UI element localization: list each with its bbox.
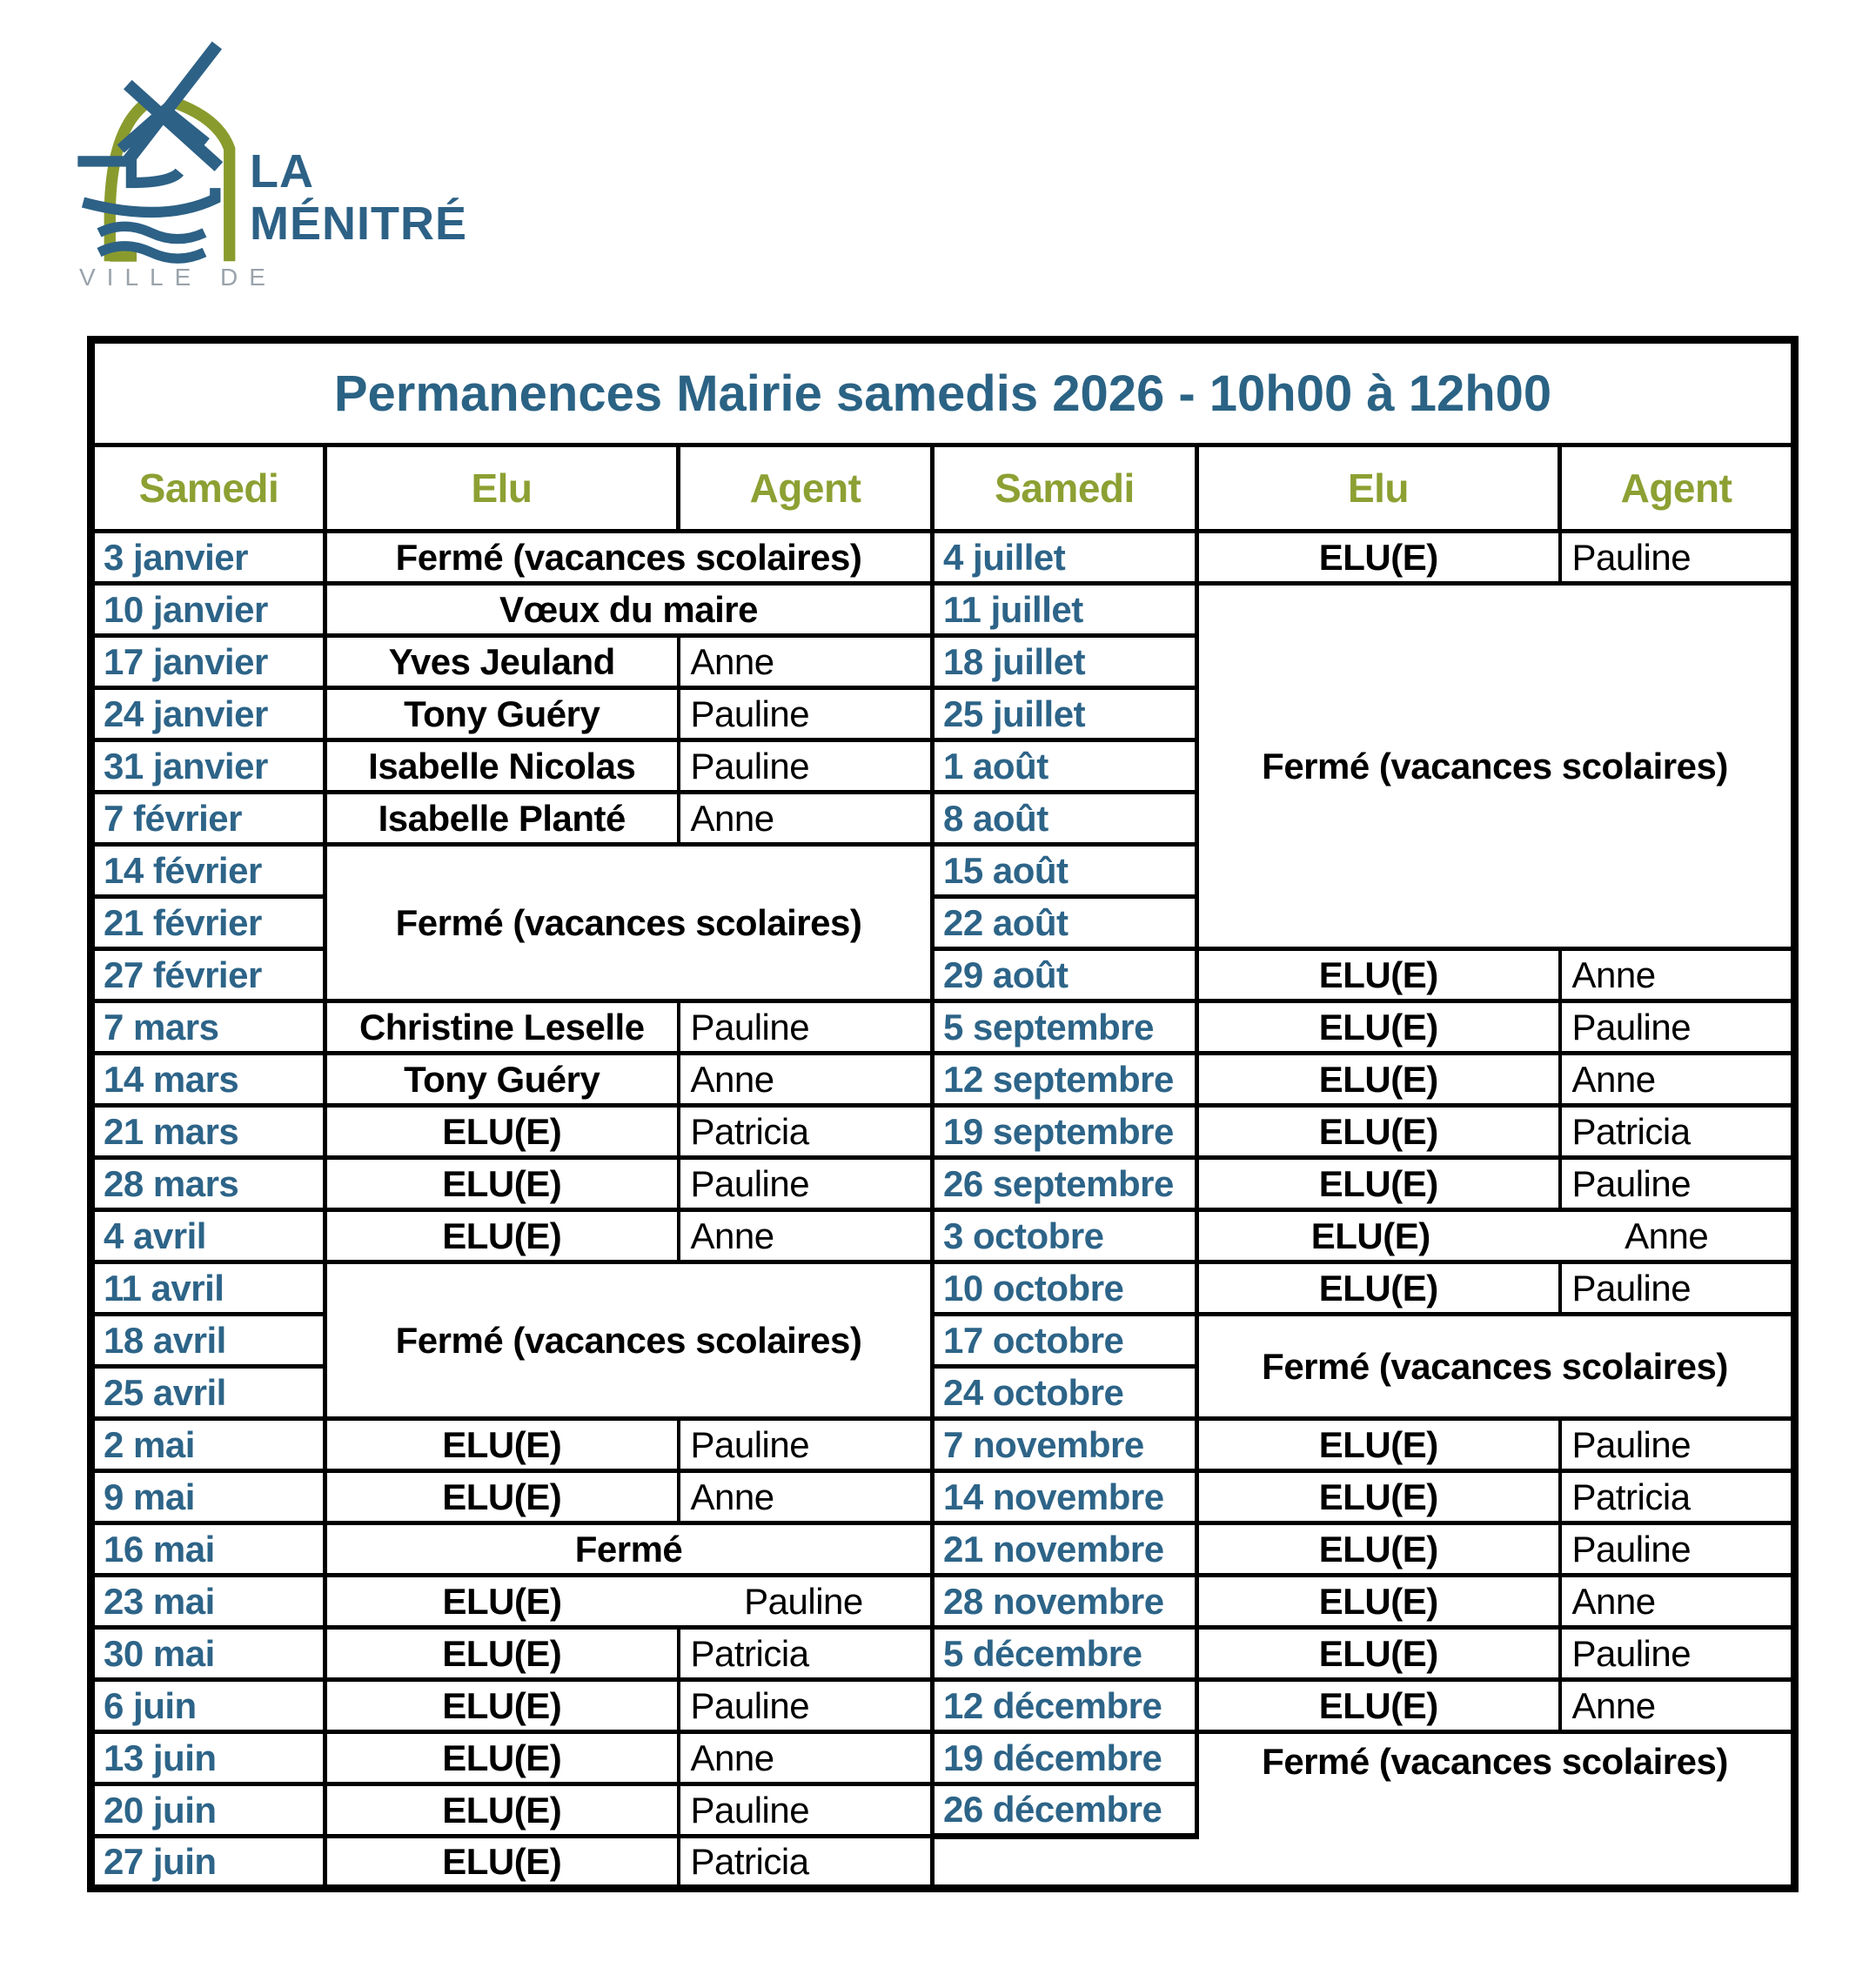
agent-value: Pauline bbox=[1560, 1523, 1795, 1576]
agent-value: Patricia bbox=[1560, 1106, 1795, 1158]
elu-value: ELU(E) bbox=[325, 1837, 679, 1889]
samedi-date: 26 septembre bbox=[933, 1158, 1197, 1210]
samedi-date: 15 août bbox=[933, 845, 1197, 897]
samedi-date: 14 novembre bbox=[933, 1471, 1197, 1523]
samedi-date: 24 octobre bbox=[933, 1367, 1197, 1419]
samedi-date: 25 juillet bbox=[933, 688, 1197, 740]
samedi-date: 7 février bbox=[91, 793, 325, 845]
town-logo bbox=[65, 30, 518, 300]
elu-value: ELU(E) bbox=[325, 1680, 679, 1732]
elu-value: ELU(E) bbox=[1197, 1158, 1560, 1210]
merged-note: Fermé (vacances scolaires) bbox=[1197, 1732, 1795, 1889]
elu-agent-merged-cell bbox=[1197, 1210, 1795, 1262]
samedi-date: 20 juin bbox=[91, 1784, 325, 1837]
samedi-date: 19 septembre bbox=[933, 1106, 1197, 1158]
agent-value: Patricia bbox=[679, 1837, 933, 1889]
agent-value: Anne bbox=[1625, 1215, 1709, 1256]
agent-value: Anne bbox=[1560, 1576, 1795, 1628]
samedi-date: 19 décembre bbox=[933, 1732, 1197, 1784]
merged-note: Vœux du maire bbox=[325, 584, 933, 636]
town-name bbox=[250, 145, 467, 250]
samedi-date: 4 juillet bbox=[933, 532, 1197, 584]
town-caption: VILLE DE bbox=[79, 264, 277, 291]
elu-value: Tony Guéry bbox=[325, 1054, 679, 1106]
schedule-table bbox=[87, 336, 1799, 1892]
samedi-date: 11 juillet bbox=[933, 584, 1197, 636]
samedi-date: 18 juillet bbox=[933, 636, 1197, 688]
elu-value: ELU(E) bbox=[1197, 532, 1560, 584]
agent-value: Pauline bbox=[679, 1419, 933, 1471]
samedi-date: 26 décembre bbox=[933, 1784, 1197, 1837]
elu-value: Isabelle Nicolas bbox=[325, 740, 679, 793]
merged-note: Fermé (vacances scolaires) bbox=[325, 532, 933, 584]
samedi-date: 11 avril bbox=[91, 1262, 325, 1315]
samedi-date: 17 octobre bbox=[933, 1315, 1197, 1367]
agent-value: Anne bbox=[1560, 949, 1795, 1001]
agent-value: Anne bbox=[1560, 1054, 1795, 1106]
elu-value: ELU(E) bbox=[442, 1580, 562, 1622]
samedi-date: 16 mai bbox=[91, 1523, 325, 1576]
col-header-agent-left: Agent bbox=[679, 445, 933, 532]
merged-note: Fermé (vacances scolaires) bbox=[325, 1262, 933, 1419]
agent-value: Pauline bbox=[744, 1580, 863, 1622]
merged-note: Fermé bbox=[325, 1523, 933, 1576]
samedi-date: 25 avril bbox=[91, 1367, 325, 1419]
empty-cell bbox=[933, 1837, 1197, 1889]
page-title: Permanences Mairie samedis 2026 - 10h00 à 12h00 bbox=[91, 340, 1795, 445]
samedi-date: 7 novembre bbox=[933, 1419, 1197, 1471]
elu-value: ELU(E) bbox=[1197, 1576, 1560, 1628]
agent-value: Pauline bbox=[1560, 1628, 1795, 1680]
elu-value: ELU(E) bbox=[1197, 1419, 1560, 1471]
windmill-icon bbox=[65, 30, 239, 264]
samedi-date: 8 août bbox=[933, 793, 1197, 845]
samedi-date: 14 février bbox=[91, 845, 325, 897]
samedi-date: 13 juin bbox=[91, 1732, 325, 1784]
samedi-date: 30 mai bbox=[91, 1628, 325, 1680]
samedi-date: 12 septembre bbox=[933, 1054, 1197, 1106]
col-header-elu-left: Elu bbox=[325, 445, 679, 532]
agent-value: Anne bbox=[679, 1471, 933, 1523]
samedi-date: 23 mai bbox=[91, 1576, 325, 1628]
agent-value: Pauline bbox=[1560, 1158, 1795, 1210]
samedi-date: 6 juin bbox=[91, 1680, 325, 1732]
elu-value: ELU(E) bbox=[325, 1784, 679, 1837]
agent-value: Anne bbox=[679, 793, 933, 845]
agent-value: Patricia bbox=[1560, 1471, 1795, 1523]
agent-value: Pauline bbox=[679, 1001, 933, 1054]
agent-value: Anne bbox=[679, 1054, 933, 1106]
samedi-date: 29 août bbox=[933, 949, 1197, 1001]
agent-value: Pauline bbox=[1560, 1001, 1795, 1054]
elu-value: ELU(E) bbox=[1197, 1001, 1560, 1054]
samedi-date: 1 août bbox=[933, 740, 1197, 793]
elu-value: ELU(E) bbox=[325, 1628, 679, 1680]
merged-note: Fermé (vacances scolaires) bbox=[325, 845, 933, 1001]
elu-value: Christine Leselle bbox=[325, 1001, 679, 1054]
elu-agent-merged-cell bbox=[325, 1576, 933, 1628]
samedi-date: 21 novembre bbox=[933, 1523, 1197, 1576]
elu-value: ELU(E) bbox=[325, 1471, 679, 1523]
agent-value: Patricia bbox=[679, 1628, 933, 1680]
samedi-date: 3 octobre bbox=[933, 1210, 1197, 1262]
town-name-line2: MÉNITRÉ bbox=[250, 197, 467, 250]
elu-value: ELU(E) bbox=[1197, 1471, 1560, 1523]
agent-value: Anne bbox=[679, 1210, 933, 1262]
elu-value: Tony Guéry bbox=[325, 688, 679, 740]
agent-value: Anne bbox=[679, 636, 933, 688]
samedi-date: 17 janvier bbox=[91, 636, 325, 688]
merged-note: Fermé (vacances scolaires) bbox=[1197, 1315, 1795, 1419]
agent-value: Anne bbox=[679, 1732, 933, 1784]
elu-value: ELU(E) bbox=[1197, 1054, 1560, 1106]
samedi-date: 31 janvier bbox=[91, 740, 325, 793]
elu-value: ELU(E) bbox=[1197, 1680, 1560, 1732]
samedi-date: 10 janvier bbox=[91, 584, 325, 636]
samedi-date: 24 janvier bbox=[91, 688, 325, 740]
elu-value: ELU(E) bbox=[325, 1106, 679, 1158]
agent-value: Pauline bbox=[679, 1158, 933, 1210]
elu-value: Isabelle Planté bbox=[325, 793, 679, 845]
samedi-date: 7 mars bbox=[91, 1001, 325, 1054]
agent-value: Patricia bbox=[679, 1106, 933, 1158]
elu-value: ELU(E) bbox=[1197, 949, 1560, 1001]
merged-note: Fermé (vacances scolaires) bbox=[1197, 584, 1795, 949]
agent-value: Anne bbox=[1560, 1680, 1795, 1732]
samedi-date: 21 mars bbox=[91, 1106, 325, 1158]
elu-value: ELU(E) bbox=[1197, 1628, 1560, 1680]
col-header-agent-right: Agent bbox=[1560, 445, 1795, 532]
samedi-date: 9 mai bbox=[91, 1471, 325, 1523]
samedi-date: 5 septembre bbox=[933, 1001, 1197, 1054]
samedi-date: 3 janvier bbox=[91, 532, 325, 584]
elu-value: ELU(E) bbox=[325, 1158, 679, 1210]
agent-value: Pauline bbox=[679, 1680, 933, 1732]
agent-value: Pauline bbox=[679, 688, 933, 740]
elu-value: ELU(E) bbox=[1197, 1262, 1560, 1315]
agent-value: Pauline bbox=[679, 1784, 933, 1837]
agent-value: Pauline bbox=[679, 740, 933, 793]
samedi-date: 27 février bbox=[91, 949, 325, 1001]
agent-value: Pauline bbox=[1560, 1419, 1795, 1471]
samedi-date: 4 avril bbox=[91, 1210, 325, 1262]
samedi-date: 14 mars bbox=[91, 1054, 325, 1106]
agent-value: Pauline bbox=[1560, 532, 1795, 584]
town-name-line1: LA bbox=[250, 145, 314, 197]
samedi-date: 21 février bbox=[91, 897, 325, 949]
agent-value: Pauline bbox=[1560, 1262, 1795, 1315]
elu-value: ELU(E) bbox=[325, 1210, 679, 1262]
samedi-date: 28 novembre bbox=[933, 1576, 1197, 1628]
col-header-samedi-right: Samedi bbox=[933, 445, 1197, 532]
samedi-date: 5 décembre bbox=[933, 1628, 1197, 1680]
elu-value: ELU(E) bbox=[325, 1732, 679, 1784]
samedi-date: 10 octobre bbox=[933, 1262, 1197, 1315]
elu-value: ELU(E) bbox=[1310, 1215, 1430, 1256]
col-header-samedi-left: Samedi bbox=[91, 445, 325, 532]
elu-value: ELU(E) bbox=[1197, 1106, 1560, 1158]
samedi-date: 22 août bbox=[933, 897, 1197, 949]
samedi-date: 12 décembre bbox=[933, 1680, 1197, 1732]
samedi-date: 2 mai bbox=[91, 1419, 325, 1471]
elu-value: ELU(E) bbox=[325, 1419, 679, 1471]
samedi-date: 27 juin bbox=[91, 1837, 325, 1889]
samedi-date: 18 avril bbox=[91, 1315, 325, 1367]
elu-value: ELU(E) bbox=[1197, 1523, 1560, 1576]
samedi-date: 28 mars bbox=[91, 1158, 325, 1210]
elu-value: Yves Jeuland bbox=[325, 636, 679, 688]
col-header-elu-right: Elu bbox=[1197, 445, 1560, 532]
